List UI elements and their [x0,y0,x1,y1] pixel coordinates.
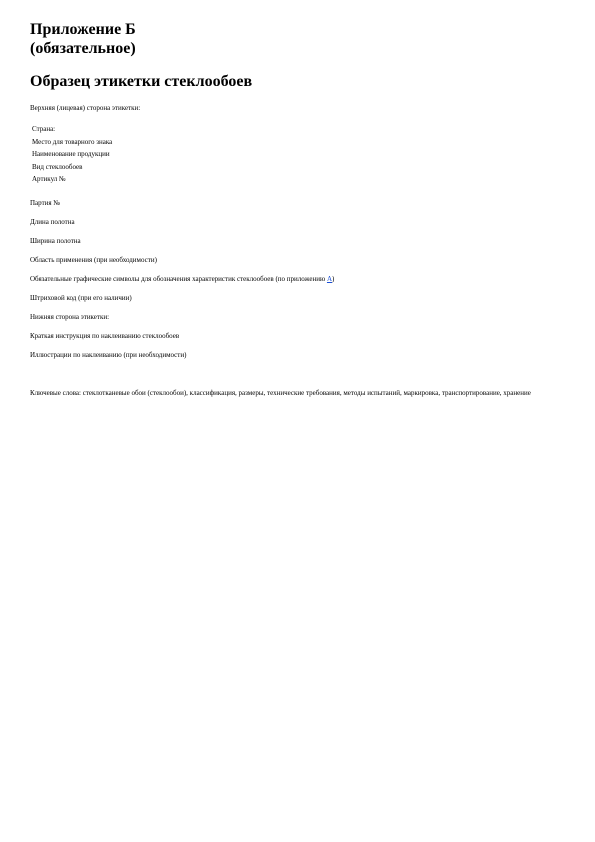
document-page [30,20,570,399]
field-batch: Партия № [30,198,61,207]
field-application-area: Область применения (при необходимости) [30,255,157,264]
graphic-symbols-tail: ) [332,274,335,283]
field-instructions: Краткая инструкция по наклеиванию стеклообоев [30,331,180,340]
field-barcode: Штриховой код (при его наличии) [30,293,132,302]
label-wallpaper-type: Вид стеклообоев [32,162,83,171]
field-illustrations: Иллюстрации по наклеиванию (при необходимости) [30,350,187,359]
keywords-text: Ключевые слова: стеклотканевые обои (стеклообои), классификация, размеры, технические требования, методы испытаний, маркировка, транспортирование, хранение [30,388,531,397]
appendix-a-link[interactable]: А [326,274,332,283]
field-roll-width: Ширина полотна [30,236,81,245]
back-side-heading: Нижняя сторона этикетки: [30,312,110,321]
front-side-heading: Верхняя (лицевая) сторона этикетки: [30,104,141,112]
document-title: Образец этикетки стеклообоев [30,73,253,90]
field-roll-length: Длина полотна [30,217,75,226]
graphic-symbols-text: Обязательные графические символы для обозначения характеристик стеклообоев (по приложению [30,274,327,283]
label-article-number: Артикул № [32,175,66,183]
label-front-box [30,123,570,186]
label-product-name: Наименование продукции [32,150,110,158]
appendix-title: Приложение Б [30,21,136,38]
appendix-subtitle: (обязательное) [30,40,136,57]
label-country: Страна: [32,125,56,133]
field-graphic-symbols [30,275,570,284]
label-trademark-place: Место для товарного знака [32,137,113,146]
